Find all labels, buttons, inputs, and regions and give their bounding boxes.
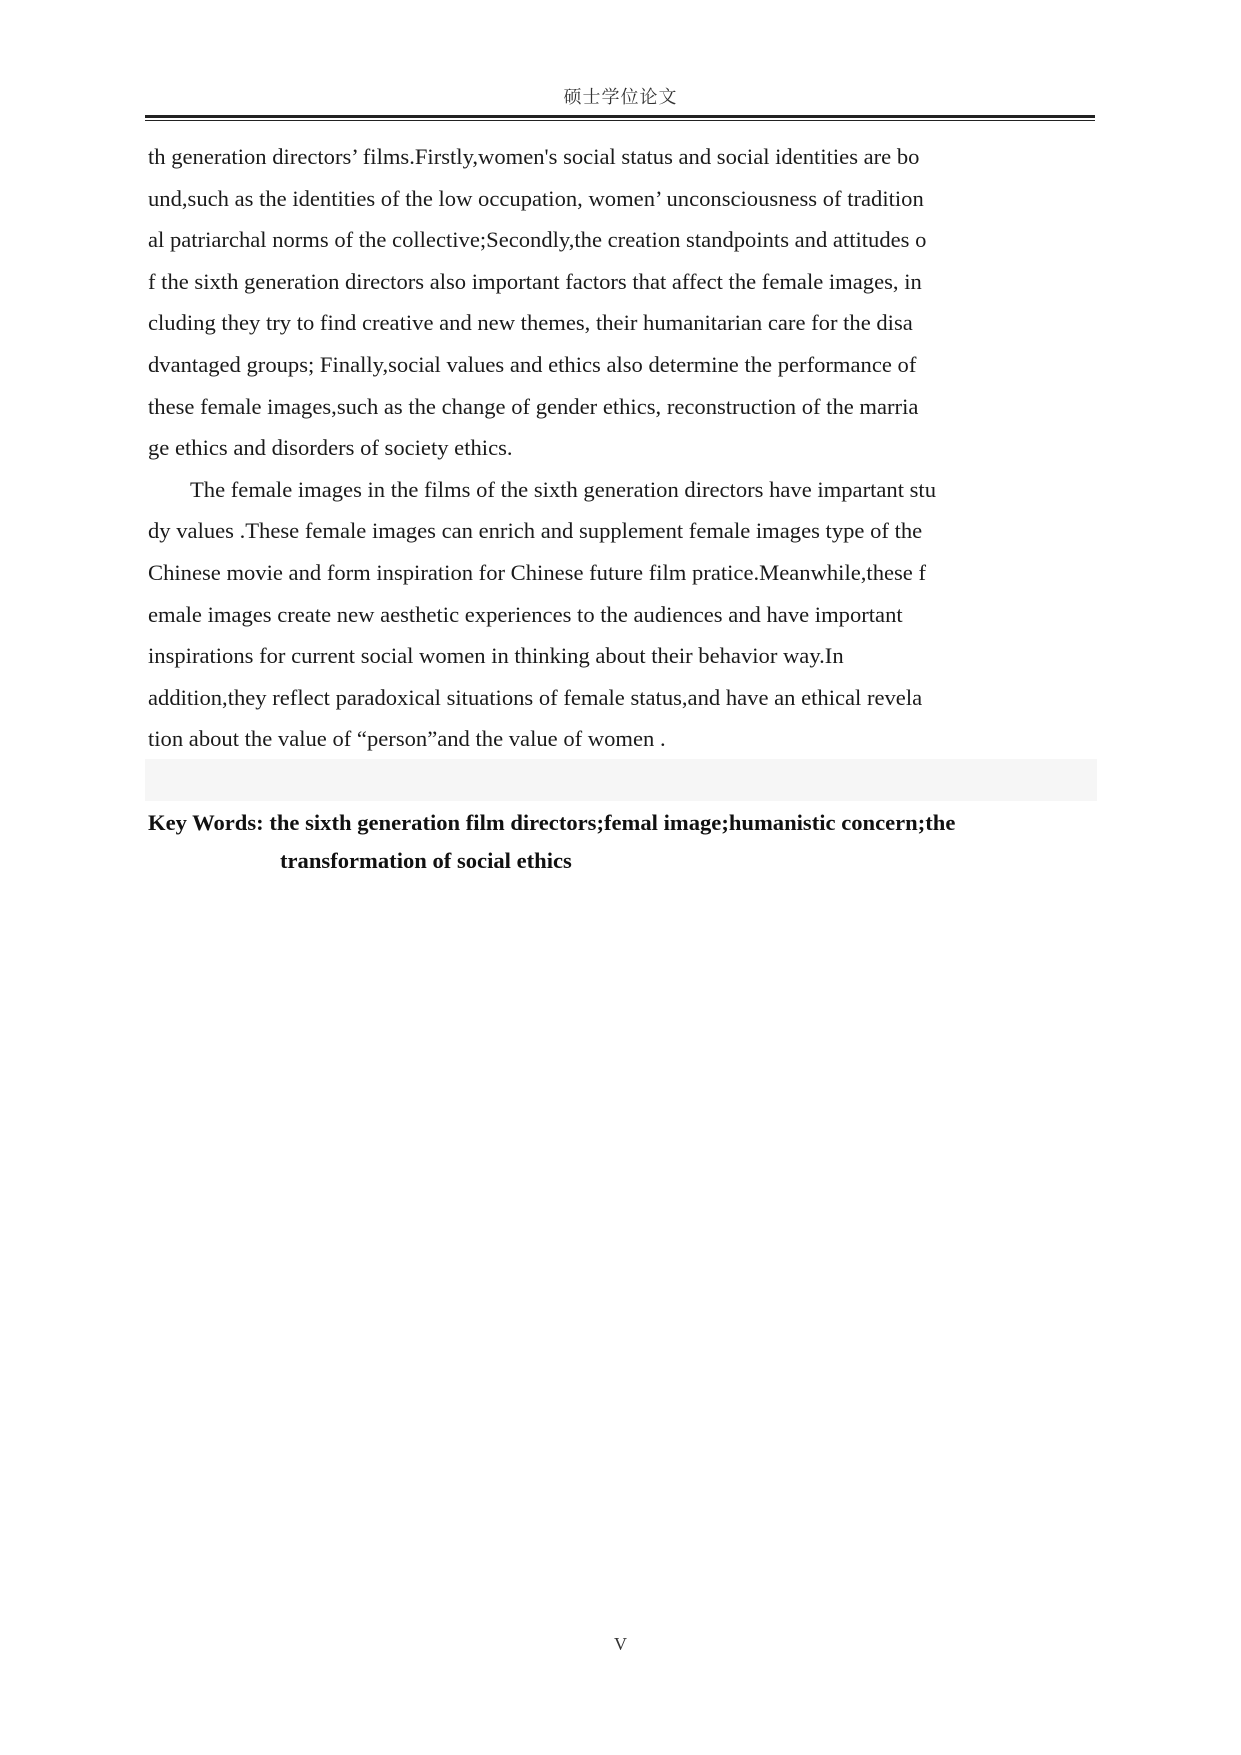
text-line: th generation directors’ films.Firstly,women's social status and social identities are bo	[148, 144, 920, 169]
page-number: V	[614, 1634, 627, 1654]
text-line: cluding they try to find creative and new themes, their humanitarian care for the disa	[148, 310, 913, 336]
text-line: f the sixth generation directors also important factors that affect the female images, in	[148, 268, 922, 294]
text-line: dvantaged groups; Finally,social values and ethics also determine the performance of	[148, 351, 917, 377]
header-rule-thick	[145, 115, 1095, 118]
text-line: Chinese movie and form inspiration for Chinese future film pratice.Meanwhile,these f	[148, 559, 927, 585]
keywords-line-continued: transformation of social ethics	[280, 848, 572, 873]
text-line: ge ethics and disorders of society ethics.	[148, 435, 513, 461]
text-line: dy values .These female images can enrich and supplement female images type of the	[148, 518, 923, 544]
text-line: al patriarchal norms of the collective;Secondly,the creation standpoints and attitudes o	[148, 227, 927, 253]
text-line: these female images,such as the change of gender ethics, reconstruction of the marria	[148, 393, 919, 419]
text-line: The female images in the films of the sixth generation directors have impartant stu	[190, 476, 936, 502]
shaded-band	[145, 759, 1097, 801]
text-line: inspirations for current social women in thinking about their behavior way.In	[148, 643, 844, 669]
text-line: addition,they reflect paradoxical situations of female status,and have an ethical revela	[148, 684, 923, 710]
keywords-line: Key Words: the sixth generation film directors;femal image;humanistic concern;the	[148, 810, 956, 835]
header-rule-thin	[145, 120, 1095, 121]
text-line: und,such as the identities of the low occupation, women’ unconsciousness of tradition	[148, 185, 924, 211]
abstract-paragraph-2	[148, 469, 1028, 760]
running-header: 硕士学位论文	[563, 87, 678, 108]
abstract-body	[148, 136, 1028, 760]
text-line: emale images create new aesthetic experiences to the audiences and have important	[148, 601, 903, 627]
keywords-block	[148, 804, 1098, 880]
text-line: tion about the value of “person”and the value of women .	[148, 726, 666, 752]
abstract-paragraph-1	[148, 136, 1028, 469]
